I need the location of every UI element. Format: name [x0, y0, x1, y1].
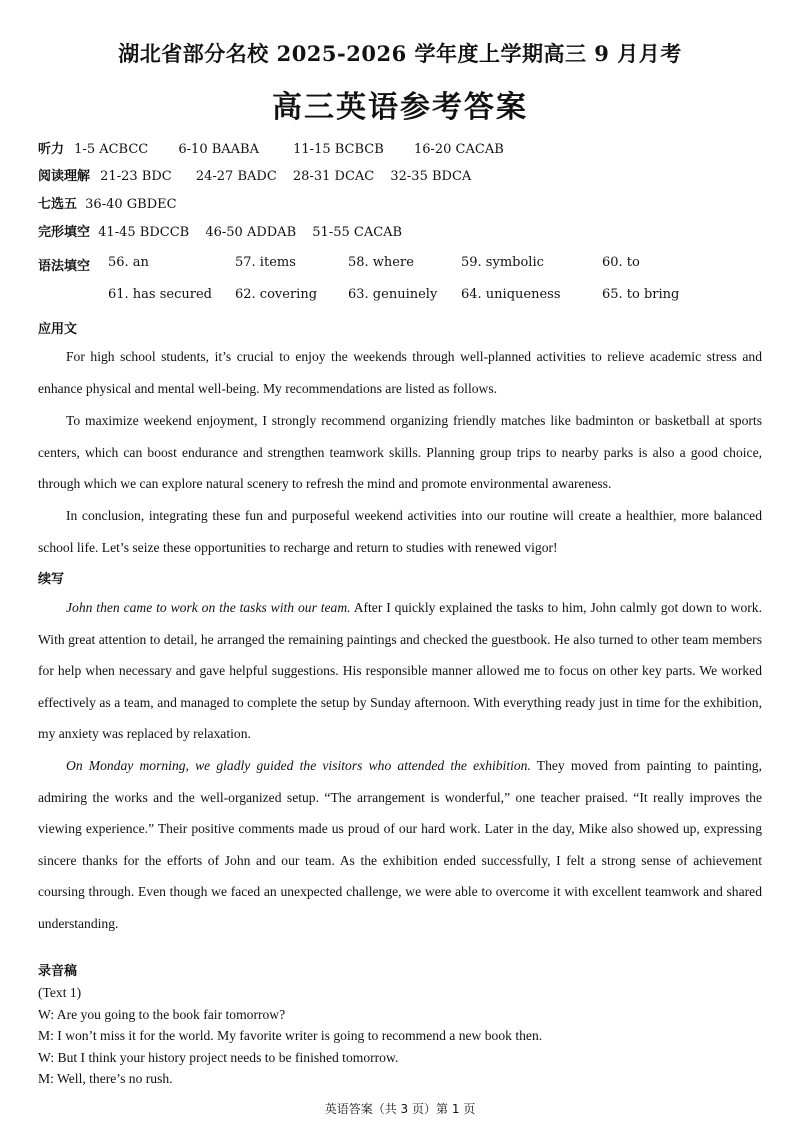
grammar-answer: 63. genuinely — [348, 287, 438, 302]
grammar-answer: 57. items — [235, 255, 296, 270]
answer-group: 16-20 CACAB — [413, 142, 504, 157]
reading-answers — [38, 165, 471, 184]
answer-group: 51-55 CACAB — [312, 225, 403, 240]
transcript-line: W: Are you going to the book fair tomorrow? — [38, 1006, 286, 1022]
transcript-text-label: (Text 1) — [38, 985, 82, 1000]
application-paragraph-2: To maximize weekend enjoyment, I strongly recommend organizing friendly matches like badminton or basketball at sports centers, which can boost endurance and strengthen teamwork skills. Planning group trips to nearby parks is also a good choice, through which we can explore natural scenery to refresh the mind and promote environmental awareness. — [38, 413, 762, 492]
exam-title: 湖北省部分名校 2025-2026 学年度上学期高三 9 月月考 — [118, 41, 682, 66]
answer-group: 36-40 GBDEC — [85, 197, 177, 212]
continuation-body: After I quickly explained the tasks to him, John calmly got down to work. With great attention to detail, he arranged the remaining paintings and checked the guestbook. He also turned to other team members for help when necessary and gave helpful suggestions. His responsible manner allowed me to focus on other key parts. We worked effectively as a team, and managed to complete the setup by Sunday afternoon. With everything ready just in time for the exhibition, my anxiety was replaced by relaxation. — [38, 600, 762, 742]
grammar-label-row — [38, 255, 90, 274]
application-heading: 应用文 — [38, 322, 78, 337]
grammar-answer: 60. to — [602, 255, 640, 270]
transcript-line: M: Well, there’s no rush. — [38, 1071, 173, 1086]
seven-label: 七选五 — [38, 197, 78, 212]
answer-group: 32-35 BDCA — [390, 169, 472, 184]
answer-group: 11-15 BCBCB — [293, 142, 384, 157]
continuation-lead-sentence: John then came to work on the tasks with our team. — [66, 600, 351, 615]
answer-group: 24-27 BADC — [195, 169, 277, 184]
cloze-label: 完形填空 — [38, 225, 91, 240]
grammar-answer: 56. an — [108, 255, 149, 270]
application-paragraph-3: In conclusion, integrating these fun and purposeful weekend activities into our routine will create a healthier, more balanced school life. Let’s seize these opportunities to recharge and return to studies with renewed vigor! — [38, 508, 762, 555]
continuation-lead-sentence: On Monday morning, we gladly guided the visitors who attended the exhibition. — [66, 758, 531, 773]
grammar-answer: 62. covering — [235, 287, 318, 302]
grammar-answer: 64. uniqueness — [461, 287, 561, 302]
cloze-answers — [38, 221, 402, 240]
listening-label: 听力 — [38, 142, 65, 157]
continuation-paragraph-1 — [38, 592, 762, 750]
answer-group: 46-50 ADDAB — [205, 225, 297, 240]
application-paragraph-1: For high school students, it’s crucial to enjoy the weekends through well-planned activities to relieve academic stress and enhance physical and mental well-being. My recommendations are listed as follows. — [38, 349, 762, 396]
answer-group: 6-10 BAABA — [178, 142, 259, 157]
grammar-answer: 58. where — [348, 255, 414, 270]
continuation-heading: 续写 — [38, 572, 65, 587]
reading-label: 阅读理解 — [38, 169, 91, 184]
continuation-paragraph-2 — [38, 750, 762, 940]
listening-answers — [38, 138, 504, 157]
transcript-heading: 录音稿 — [38, 964, 78, 979]
answer-group: 21-23 BDC — [100, 169, 172, 184]
grammar-answer: 65. to bring — [602, 287, 680, 302]
grammar-answer: 59. symbolic — [461, 255, 544, 270]
answer-group: 28-31 DCAC — [292, 169, 375, 184]
answer-key-title: 高三英语参考答案 — [272, 90, 528, 125]
transcript-block — [38, 982, 762, 1090]
seven-choose-five-answers — [38, 193, 177, 212]
answer-group: 1-5 ACBCC — [74, 142, 149, 157]
page-footer: 英语答案（共 3 页）第 1 页 — [324, 1102, 476, 1116]
transcript-line: M: I won’t miss it for the world. My favorite writer is going to recommend a new book then. — [38, 1028, 543, 1043]
continuation-body: They moved from painting to painting, admiring the works and the well-organized setup. “The arrangement is wonderful,” one teacher praised. “It really improves the viewing experience.” Their positive comments made us proud of our hard work. Later in the day, Mike also showed up, expressing sincere thanks for the efforts of John and our team. As the exhibition ended successfully, I felt a strong sense of achievement coursing through. Even though we faced an unexpected challenge, we were able to overcome it with excellent teamwork and shared understanding. — [38, 758, 763, 931]
answer-group: 41-45 BDCCB — [98, 225, 190, 240]
grammar-label: 语法填空 — [38, 259, 91, 274]
transcript-line: W: But I think your history project needs to be finished tomorrow. — [38, 1049, 399, 1065]
grammar-answer: 61. has secured — [108, 287, 212, 302]
